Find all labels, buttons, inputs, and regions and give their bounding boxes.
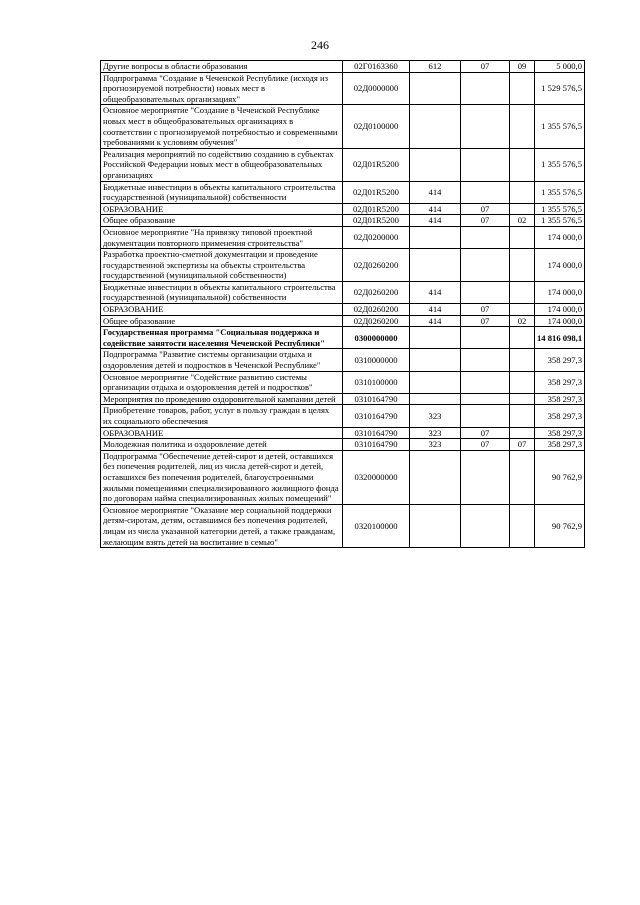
row-subsection: 07 — [510, 439, 535, 451]
row-subsection — [510, 281, 535, 303]
row-name: Другие вопросы в области образования — [101, 61, 343, 73]
row-amount: 1 529 576,5 — [535, 72, 585, 105]
row-name: Подпрограмма "Развитие системы организации отдыха и оздоровления детей и подростков в Чеченской Республике" — [101, 349, 343, 371]
row-target-code: 0320000000 — [343, 450, 410, 504]
row-subsection — [510, 427, 535, 439]
row-amount: 1 355 576,5 — [535, 148, 585, 181]
table-row — [101, 281, 585, 303]
row-target-code: 02Д0260200 — [343, 304, 410, 316]
row-expense-type: 414 — [410, 315, 461, 327]
row-section: 07 — [461, 315, 510, 327]
row-amount: 358 297,3 — [535, 393, 585, 405]
row-name: Общее образование — [101, 315, 343, 327]
table-row — [101, 315, 585, 327]
row-amount: 358 297,3 — [535, 349, 585, 371]
table-row — [101, 427, 585, 439]
row-expense-type: 414 — [410, 304, 461, 316]
table-row — [101, 215, 585, 227]
table-row — [101, 148, 585, 181]
row-target-code: 02Д01R5200 — [343, 148, 410, 181]
row-subsection — [510, 450, 535, 504]
row-name: Основное мероприятие "Содействие развитию системы организации отдыха и оздоровления детей и подростков" — [101, 371, 343, 393]
table-row — [101, 203, 585, 215]
row-target-code: 02Д0200000 — [343, 226, 410, 248]
row-amount: 90 762,9 — [535, 450, 585, 504]
row-amount: 14 816 098,1 — [535, 327, 585, 349]
row-name: Подпрограмма "Обеспечение детей-сирот и детей, оставшихся без попечения родителей, лиц из числа детей-сирот и детей, оставшихся без попечения родителей, благоустроенными жилыми помещениями специализированного жилищного фонда по договорам найма специализированных жилых помещений" — [101, 450, 343, 504]
row-amount: 174 000,0 — [535, 304, 585, 316]
row-name: Государственная программа "Социальная поддержка и содействие занятости населения Чеченской Республики" — [101, 327, 343, 349]
row-subsection: 02 — [510, 215, 535, 227]
row-section — [461, 405, 510, 427]
row-amount: 358 297,3 — [535, 405, 585, 427]
row-expense-type — [410, 371, 461, 393]
row-name: Бюджетные инвестиции в объекты капитального строительства государственной (муниципальной) собственности — [101, 281, 343, 303]
table-row — [101, 226, 585, 248]
table-row — [101, 439, 585, 451]
row-section: 07 — [461, 203, 510, 215]
row-expense-type — [410, 327, 461, 349]
table-row — [101, 304, 585, 316]
row-target-code: 02Д0260200 — [343, 315, 410, 327]
table-row — [101, 504, 585, 547]
row-expense-type — [410, 72, 461, 105]
row-name: ОБРАЗОВАНИЕ — [101, 203, 343, 215]
row-section — [461, 504, 510, 547]
row-target-code: 0310100000 — [343, 371, 410, 393]
row-expense-type: 414 — [410, 203, 461, 215]
row-subsection — [510, 504, 535, 547]
row-amount: 1 355 576,5 — [535, 215, 585, 227]
row-target-code: 0310000000 — [343, 349, 410, 371]
row-name: Реализация мероприятий по содействию созданию в субъектах Российской Федерации новых мест в общеобразовательных организациях — [101, 148, 343, 181]
row-target-code: 02Г0163360 — [343, 61, 410, 73]
row-expense-type — [410, 226, 461, 248]
row-expense-type — [410, 504, 461, 547]
row-amount: 174 000,0 — [535, 249, 585, 282]
row-name: ОБРАЗОВАНИЕ — [101, 427, 343, 439]
row-amount: 174 000,0 — [535, 226, 585, 248]
row-expense-type: 323 — [410, 439, 461, 451]
row-section — [461, 72, 510, 105]
row-subsection — [510, 327, 535, 349]
row-section: 07 — [461, 215, 510, 227]
table-row — [101, 393, 585, 405]
row-section — [461, 148, 510, 181]
row-section: 07 — [461, 439, 510, 451]
row-amount: 1 355 576,5 — [535, 181, 585, 203]
row-target-code: 0310164790 — [343, 439, 410, 451]
row-name: Подпрограмма "Создание в Чеченской Республике (исходя из прогнозируемой потребности) новых мест в общеобразовательных организациях" — [101, 72, 343, 105]
row-subsection — [510, 105, 535, 148]
row-target-code: 02Д01R5200 — [343, 181, 410, 203]
row-section — [461, 393, 510, 405]
row-name: Основное мероприятие "Оказание мер социальной поддержки детям-сиротам, детям, оставшимся без попечения родителей, лицам из числа указанной категории детей, а также гражданам, желающим взять детей на воспитание в семью" — [101, 504, 343, 547]
row-section — [461, 349, 510, 371]
row-expense-type: 414 — [410, 181, 461, 203]
row-subsection — [510, 304, 535, 316]
row-name: Приобретение товаров, работ, услуг в пользу граждан в целях их социального обеспечения — [101, 405, 343, 427]
row-target-code: 02Д0260200 — [343, 281, 410, 303]
row-section — [461, 371, 510, 393]
row-section: 07 — [461, 427, 510, 439]
row-name: Бюджетные инвестиции в объекты капитального строительства государственной (муниципальной) собственности — [101, 181, 343, 203]
budget-table — [100, 60, 585, 548]
row-amount: 358 297,3 — [535, 439, 585, 451]
row-expense-type — [410, 148, 461, 181]
table-row — [101, 349, 585, 371]
row-subsection — [510, 181, 535, 203]
row-expense-type: 323 — [410, 427, 461, 439]
table-row — [101, 61, 585, 73]
row-name: ОБРАЗОВАНИЕ — [101, 304, 343, 316]
row-target-code: 0310164790 — [343, 405, 410, 427]
row-amount: 90 762,9 — [535, 504, 585, 547]
row-subsection — [510, 72, 535, 105]
table-row — [101, 72, 585, 105]
row-amount: 1 355 576,5 — [535, 105, 585, 148]
row-section — [461, 181, 510, 203]
row-subsection: 09 — [510, 61, 535, 73]
row-amount: 358 297,3 — [535, 427, 585, 439]
row-section — [461, 105, 510, 148]
row-subsection — [510, 226, 535, 248]
row-target-code: 02Д01R5200 — [343, 215, 410, 227]
row-target-code: 02Д01R5200 — [343, 203, 410, 215]
row-amount: 358 297,3 — [535, 371, 585, 393]
row-expense-type: 414 — [410, 281, 461, 303]
row-subsection — [510, 349, 535, 371]
row-expense-type: 414 — [410, 215, 461, 227]
row-expense-type — [410, 249, 461, 282]
row-name: Основное мероприятие "На привязку типовой проектной документации повторного применения строительства" — [101, 226, 343, 248]
row-subsection — [510, 203, 535, 215]
table-row — [101, 105, 585, 148]
row-expense-type — [410, 105, 461, 148]
row-amount: 5 000,0 — [535, 61, 585, 73]
row-expense-type — [410, 349, 461, 371]
row-subsection — [510, 148, 535, 181]
row-amount: 174 000,0 — [535, 281, 585, 303]
row-name: Общее образование — [101, 215, 343, 227]
row-section — [461, 450, 510, 504]
row-section — [461, 281, 510, 303]
row-subsection — [510, 249, 535, 282]
row-target-code: 02Д0100000 — [343, 105, 410, 148]
table-row — [101, 249, 585, 282]
row-target-code: 0300000000 — [343, 327, 410, 349]
row-name: Основное мероприятие "Создание в Чеченской Республике новых мест в общеобразовательных организациях в соответствии с прогнозируемой потребностью и современными требованиями к условиям обучения" — [101, 105, 343, 148]
row-section — [461, 327, 510, 349]
row-section: 07 — [461, 61, 510, 73]
row-amount: 1 355 576,5 — [535, 203, 585, 215]
row-section — [461, 249, 510, 282]
row-subsection — [510, 371, 535, 393]
table-row — [101, 450, 585, 504]
row-name: Мероприятия по проведению оздоровительной кампании детей — [101, 393, 343, 405]
row-target-code: 02Д0000000 — [343, 72, 410, 105]
row-target-code: 0320100000 — [343, 504, 410, 547]
row-subsection: 02 — [510, 315, 535, 327]
row-target-code: 0310164790 — [343, 427, 410, 439]
row-expense-type — [410, 450, 461, 504]
row-expense-type — [410, 393, 461, 405]
row-name: Разработка проектно-сметной документации и проведение государственной экспертизы на объекты строительства государственной (муниципальной собственности) — [101, 249, 343, 282]
table-row — [101, 181, 585, 203]
row-target-code: 02Д0260200 — [343, 249, 410, 282]
row-section: 07 — [461, 304, 510, 316]
row-amount: 174 000,0 — [535, 315, 585, 327]
row-name: Молодежная политика и оздоровление детей — [101, 439, 343, 451]
row-target-code: 0310164790 — [343, 393, 410, 405]
table-row — [101, 371, 585, 393]
row-expense-type: 612 — [410, 61, 461, 73]
row-expense-type: 323 — [410, 405, 461, 427]
page-number: 246 — [311, 38, 329, 52]
table-row — [101, 327, 585, 349]
row-subsection — [510, 405, 535, 427]
row-subsection — [510, 393, 535, 405]
row-section — [461, 226, 510, 248]
table-row — [101, 405, 585, 427]
